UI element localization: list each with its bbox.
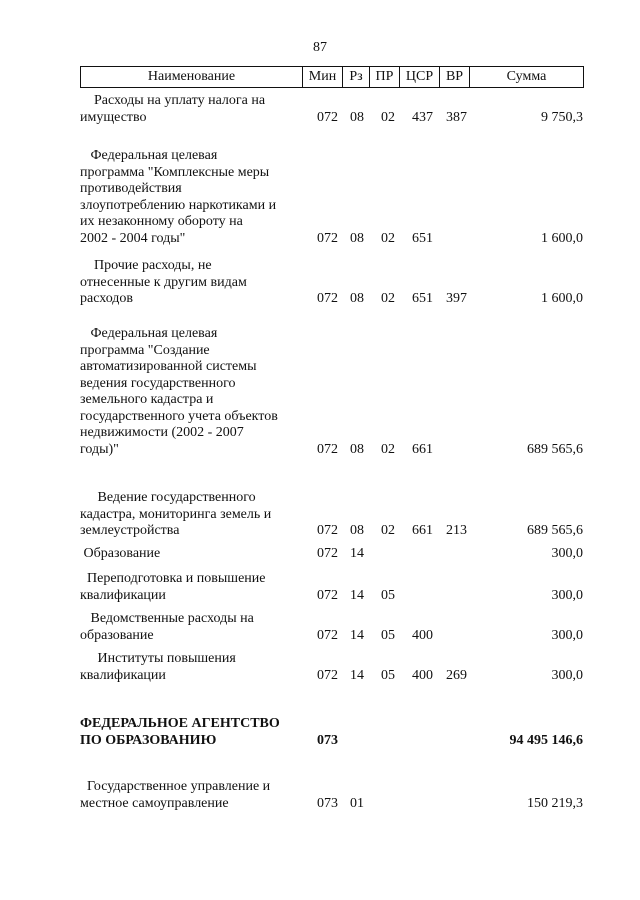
row-name-line: 2002 - 2004 годы" bbox=[80, 230, 186, 246]
page-number: 87 bbox=[313, 40, 327, 55]
cell-vr: 397 bbox=[446, 291, 467, 306]
row-name-line: Ведомственные расходы на bbox=[80, 611, 254, 626]
row-name-line: противодействия bbox=[80, 181, 182, 196]
row-name bbox=[80, 326, 312, 458]
row-name-line: программа "Комплексные меры bbox=[80, 164, 270, 180]
cell-min: 072 bbox=[317, 291, 338, 306]
column-header-rz: Рз bbox=[342, 67, 369, 87]
cell-min: 073 bbox=[317, 795, 338, 811]
cell-sum: 689 565,6 bbox=[527, 523, 583, 538]
row-name-line: земельного кадастра и bbox=[80, 392, 214, 407]
row-name bbox=[80, 571, 312, 604]
cell-sum: 1 600,0 bbox=[541, 291, 583, 306]
row-name-line: годы)" bbox=[80, 441, 119, 457]
cell-pr: 05 bbox=[381, 627, 395, 643]
row-name-line: автоматизированной системы bbox=[80, 359, 257, 374]
row-name-line: злоупотреблению наркотиками и bbox=[80, 197, 277, 213]
cell-rz: 08 bbox=[350, 291, 364, 306]
cell-pr: 05 bbox=[381, 667, 395, 683]
row-name-line: Государственное управление и bbox=[80, 779, 271, 794]
cell-pr: 02 bbox=[381, 441, 395, 457]
cell-rz: 08 bbox=[350, 523, 364, 538]
row-name-line: их незаконному обороту на bbox=[80, 214, 243, 229]
cell-min: 072 bbox=[317, 441, 338, 457]
row-name-line: ФЕДЕРАЛЬНОЕ АГЕНТСТВО bbox=[80, 716, 280, 731]
column-header-csr: ЦСР bbox=[399, 67, 439, 87]
cell-rz: 14 bbox=[350, 667, 364, 683]
row-name-line: отнесенные к другим видам bbox=[80, 274, 247, 290]
table-header bbox=[80, 66, 584, 88]
cell-pr: 02 bbox=[381, 291, 395, 306]
cell-sum: 300,0 bbox=[551, 546, 583, 561]
row-name bbox=[80, 93, 312, 126]
cell-vr: 387 bbox=[446, 109, 467, 125]
cell-rz: 08 bbox=[350, 109, 364, 125]
cell-rz: 14 bbox=[350, 627, 364, 643]
cell-csr: 437 bbox=[412, 109, 433, 125]
row-name-line: Переподготовка и повышение bbox=[80, 571, 266, 586]
cell-sum: 300,0 bbox=[551, 627, 583, 643]
cell-rz: 14 bbox=[350, 587, 364, 603]
cell-vr: 269 bbox=[446, 667, 467, 683]
row-name-line: Ведение государственного bbox=[80, 490, 256, 505]
row-name-line: государственного учета объектов bbox=[80, 408, 278, 424]
row-name-line: кадастра, мониторинга земель и bbox=[80, 506, 272, 522]
row-name-line: местное самоуправление bbox=[80, 795, 229, 811]
cell-sum: 1 600,0 bbox=[541, 230, 583, 246]
cell-csr: 400 bbox=[412, 627, 433, 643]
cell-rz: 08 bbox=[350, 441, 364, 457]
cell-csr: 651 bbox=[412, 291, 433, 306]
row-name-line: землеустройства bbox=[80, 523, 180, 538]
row-name-line: расходов bbox=[80, 291, 134, 306]
cell-sum: 300,0 bbox=[551, 667, 583, 683]
cell-min: 072 bbox=[317, 587, 338, 603]
row-name bbox=[80, 148, 312, 247]
cell-rz: 08 bbox=[350, 230, 364, 246]
row-name bbox=[80, 651, 312, 684]
row-name-line: Институты повышения bbox=[80, 651, 236, 666]
cell-pr: 05 bbox=[381, 587, 395, 603]
cell-rz: 14 bbox=[350, 546, 364, 561]
row-name-line: Расходы на уплату налога на bbox=[80, 93, 266, 108]
column-header-pr: ПР bbox=[369, 67, 399, 87]
cell-vr: 213 bbox=[446, 523, 467, 538]
cell-min: 072 bbox=[317, 109, 338, 125]
cell-min: 073 bbox=[317, 732, 338, 748]
cell-min: 072 bbox=[317, 546, 338, 561]
cell-sum: 94 495 146,6 bbox=[509, 732, 583, 748]
cell-sum: 300,0 bbox=[551, 587, 583, 603]
row-name bbox=[80, 716, 312, 749]
row-name-line: квалификации bbox=[80, 667, 166, 683]
row-name-line: ведения государственного bbox=[80, 375, 236, 391]
row-name-line: программа "Создание bbox=[80, 342, 210, 358]
row-name-line: Прочие расходы, не bbox=[80, 258, 212, 273]
cell-csr: 661 bbox=[412, 441, 433, 457]
cell-rz: 01 bbox=[350, 795, 364, 811]
row-name-line: недвижимости (2002 - 2007 bbox=[80, 425, 244, 440]
row-name-line: образование bbox=[80, 627, 154, 643]
row-name bbox=[80, 490, 312, 540]
row-name bbox=[80, 546, 312, 563]
cell-pr: 02 bbox=[381, 109, 395, 125]
row-name bbox=[80, 611, 312, 644]
cell-csr: 400 bbox=[412, 667, 433, 683]
cell-min: 072 bbox=[317, 627, 338, 643]
column-header-sum: Сумма bbox=[469, 67, 583, 87]
cell-csr: 651 bbox=[412, 230, 433, 246]
row-name-line: квалификации bbox=[80, 587, 166, 603]
cell-sum: 150 219,3 bbox=[527, 795, 583, 811]
cell-csr: 661 bbox=[412, 523, 433, 538]
row-name-line: ПО ОБРАЗОВАНИЮ bbox=[80, 732, 217, 748]
cell-sum: 9 750,3 bbox=[541, 109, 583, 125]
cell-sum: 689 565,6 bbox=[527, 441, 583, 457]
row-name-line: имущество bbox=[80, 109, 147, 125]
row-name-line: Образование bbox=[80, 546, 161, 561]
column-header-vr: ВР bbox=[439, 67, 469, 87]
cell-pr: 02 bbox=[381, 523, 395, 538]
row-name bbox=[80, 779, 312, 812]
column-header-name: Наименование bbox=[147, 69, 236, 84]
cell-min: 072 bbox=[317, 523, 338, 538]
column-header-min: Мин bbox=[302, 67, 342, 87]
cell-min: 072 bbox=[317, 230, 338, 246]
cell-pr: 02 bbox=[381, 230, 395, 246]
row-name-line: Федеральная целевая bbox=[80, 148, 218, 163]
row-name-line: Федеральная целевая bbox=[80, 326, 218, 341]
cell-min: 072 bbox=[317, 667, 338, 683]
row-name bbox=[80, 258, 312, 308]
